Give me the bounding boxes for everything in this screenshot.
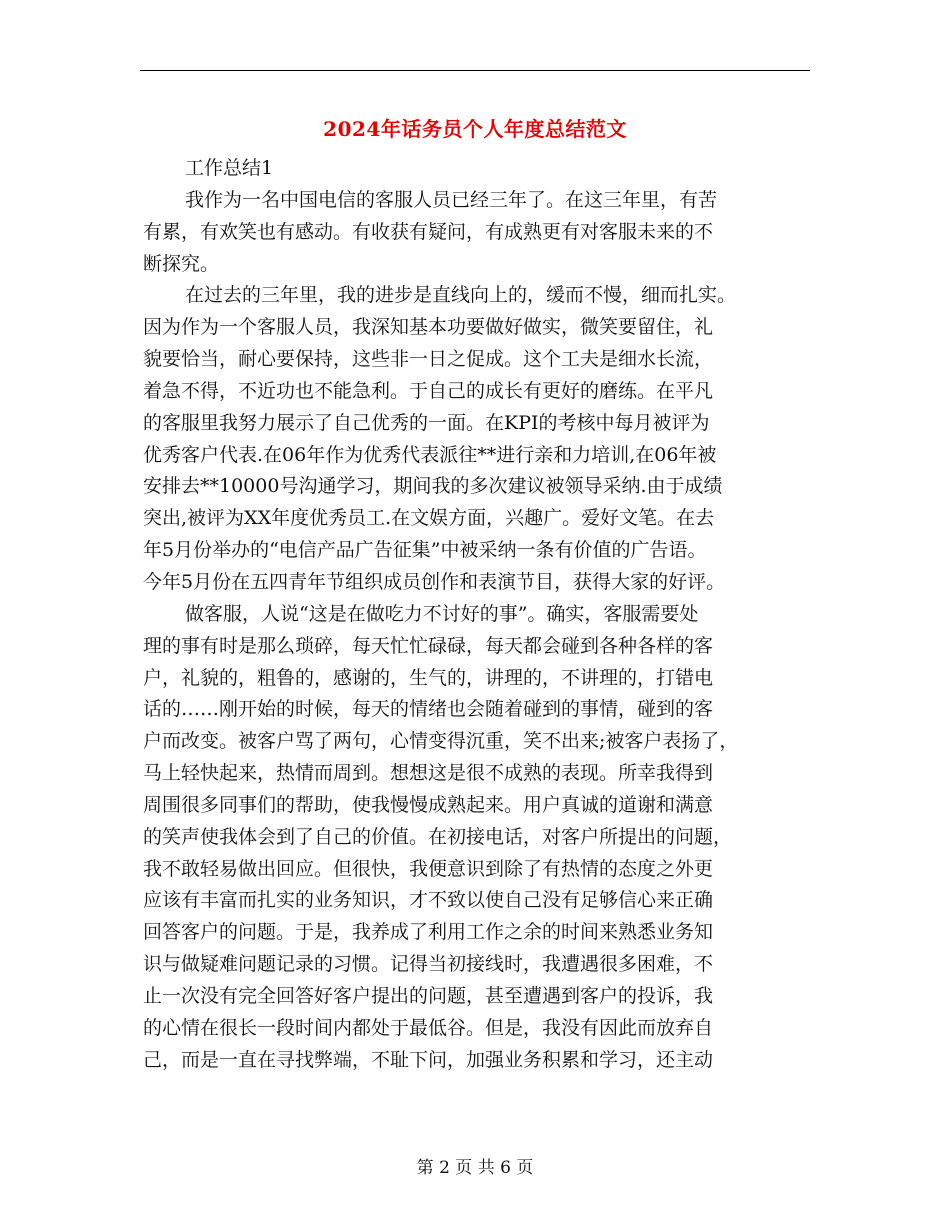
text-line: 马上轻快起来，热情而周到。想想这是很不成熟的表现。所幸我得到 bbox=[143, 762, 714, 785]
text-line: 因为作为一个客服人员，我深知基本功要做好做实，微笑要留住，礼 bbox=[143, 316, 714, 339]
text-line: 己，而是一直在寻找弊端，不耻下问，加强业务积累和学习，还主动 bbox=[143, 1048, 714, 1071]
text-line: 突出,被评为XX年度优秀员工.在文娱方面，兴趣广。爱好文笔。在去 bbox=[143, 507, 715, 530]
text-line: 识与做疑难问题记录的习惯。记得当初接线时，我遭遇很多困难，不 bbox=[143, 953, 714, 976]
document-title: 2024年话务员个人年度总结范文 bbox=[323, 117, 627, 141]
text-line: 的笑声使我体会到了自己的价值。在初接电话，对客户所提出的问题， bbox=[143, 825, 733, 848]
text-line: 的客服里我努力展示了自己优秀的一面。在KPI的考核中每月被评为 bbox=[143, 411, 710, 434]
text-line: 理的事有时是那么琐碎，每天忙忙碌碌，每天都会碰到各种各样的客 bbox=[143, 634, 714, 657]
text-line: 着急不得，不近功也不能急利。于自己的成长有更好的磨练。在平凡 bbox=[143, 379, 714, 402]
text-line: 户而改变。被客户骂了两句，心情变得沉重，笑不出来;被客户表扬了， bbox=[143, 730, 739, 753]
text-line: 貌要恰当，耐心要保持，这些非一日之促成。这个工夫是细水长流， bbox=[143, 348, 714, 371]
text-line: 的心情在很长一段时间内都处于最低谷。但是，我没有因此而放弃自 bbox=[143, 1016, 714, 1039]
text-line: 应该有丰富而扎实的业务知识，才不致以使自己没有足够信心来正确 bbox=[143, 889, 714, 912]
text-line: 断探究。 bbox=[143, 252, 220, 275]
text-line: 在过去的三年里，我的进步是直线向上的，缓而不慢，细而扎实。 bbox=[185, 284, 737, 307]
text-line: 止一次没有完全回答好客户提出的问题，甚至遭遇到客户的投诉，我 bbox=[143, 984, 714, 1007]
text-line: 周围很多同事们的帮助，使我慢慢成熟起来。用户真诚的道谢和满意 bbox=[143, 793, 714, 816]
text-line: 年5月份举办的“电信产品广告征集”中被采纳一条有价值的广告语。 bbox=[143, 539, 707, 562]
document-body bbox=[143, 153, 803, 1076]
text-line: 做客服，人说“这是在做吃力不讨好的事”。确实，客服需要处 bbox=[185, 602, 699, 625]
text-line: 工作总结1 bbox=[185, 157, 274, 179]
text-line: 安排去**10000号沟通学习，期间我的多次建议被领导采纳.由于成绩 bbox=[143, 475, 723, 498]
text-line: 优秀客户代表.在06年作为优秀代表派往**进行亲和力培训,在06年被 bbox=[143, 443, 717, 466]
text-line: 户，礼貌的，粗鲁的，感谢的，生气的，讲理的，不讲理的，打错电 bbox=[143, 666, 714, 689]
text-line: 话的……刚开始的时候，每天的情绪也会随着碰到的事情，碰到的客 bbox=[143, 698, 714, 721]
text-line: 我作为一名中国电信的客服人员已经三年了。在这三年里，有苦 bbox=[185, 188, 718, 211]
text-line: 我不敢轻易做出回应。但很快，我便意识到除了有热情的态度之外更 bbox=[143, 857, 714, 880]
text-line: 今年5月份在五四青年节组织成员创作和表演节目，获得大家的好评。 bbox=[143, 570, 726, 593]
text-line: 有累，有欢笑也有感动。有收获有疑问，有成熟更有对客服未来的不 bbox=[143, 220, 714, 243]
page-number-footer: 第 2 页 共 6 页 bbox=[416, 1158, 534, 1178]
text-line: 回答客户的问题。于是，我养成了利用工作之余的时间来熟悉业务知 bbox=[143, 921, 714, 944]
header-rule bbox=[140, 70, 810, 71]
